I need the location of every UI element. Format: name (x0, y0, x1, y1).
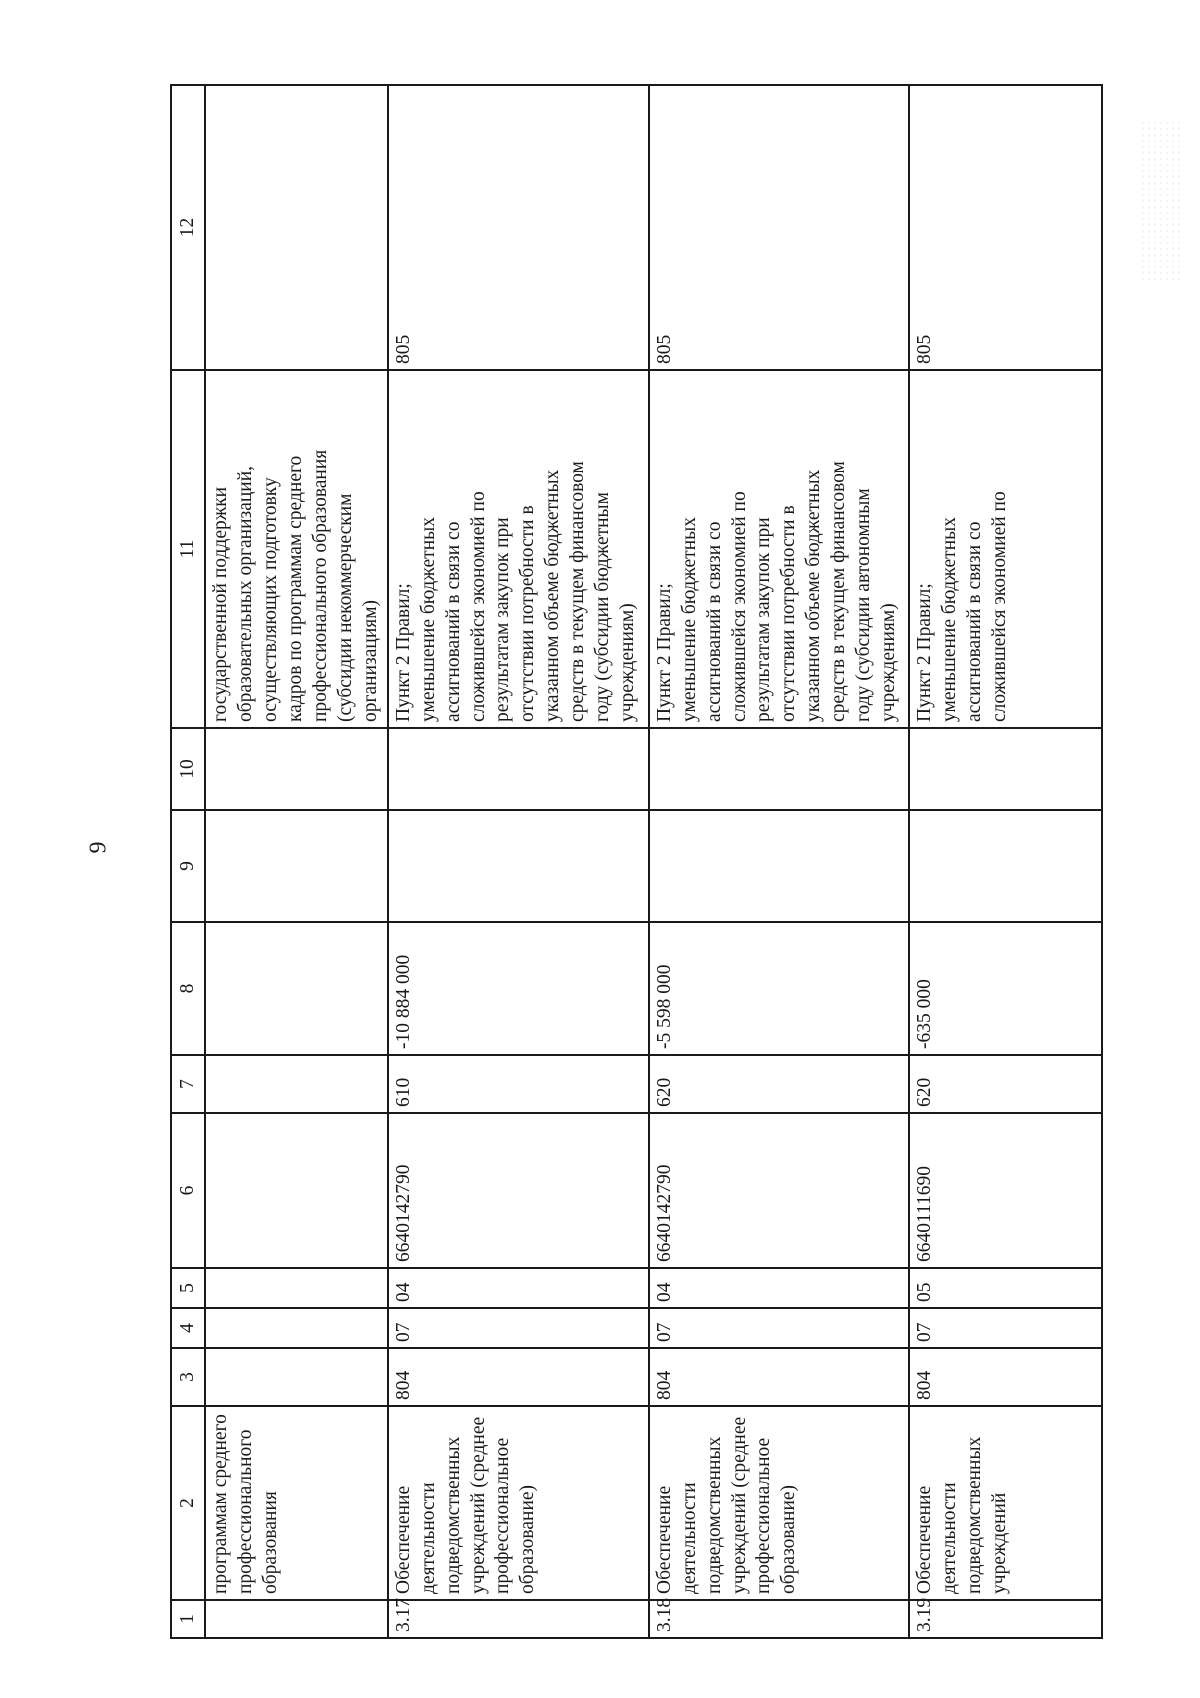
code (205, 85, 388, 370)
amount-next-year (649, 810, 909, 922)
page-number: 9 (85, 841, 112, 854)
code: 805 (388, 85, 649, 370)
amount-current-year (205, 922, 388, 1055)
ministry-code (205, 1348, 388, 1406)
amount-following-year (205, 728, 388, 810)
amount-current-year: -635 000 (909, 922, 1102, 1055)
column-number: 11 (171, 370, 205, 728)
column-number: 1 (171, 1600, 205, 1638)
row-number: 3.18 (649, 1600, 909, 1638)
amount-next-year (205, 810, 388, 922)
column-number: 9 (171, 810, 205, 922)
expense-name: Обеспечение деятельности подведомственных учреждений (среднее профессиональное образование) (649, 1406, 909, 1600)
budget-table (170, 84, 1103, 1639)
expense-type (205, 1055, 388, 1113)
column-number: 5 (171, 1268, 205, 1308)
column-number: 4 (171, 1308, 205, 1348)
section-code: 07 (909, 1308, 1102, 1348)
expense-name: Обеспечение деятельности подведомственных учреждений (909, 1406, 1102, 1600)
justification: Пункт 2 Правил; уменьшение бюджетных ассигнований в связи со сложившейся экономией по результатам закупок при отсутствии потребности в указанном объеме бюджетных средств в текущем финансовом году (субсидии автономным учреждениям) (649, 370, 909, 728)
expense-name: программам среднего профессионального образования (205, 1406, 388, 1600)
column-number: 12 (171, 85, 205, 370)
ministry-code: 804 (649, 1348, 909, 1406)
target-article: 6640142790 (388, 1113, 649, 1268)
column-number: 10 (171, 728, 205, 810)
justification: государственной поддержки образовательных организаций, осуществляющих подготовку кадров по программам среднего профессионального образования (субсидии некоммерческим организациям) (205, 370, 388, 728)
column-number-row (171, 85, 205, 1638)
expense-type: 620 (909, 1055, 1102, 1113)
expense-type: 610 (388, 1055, 649, 1113)
row-number: 3.17 (388, 1600, 649, 1638)
expense-type: 620 (649, 1055, 909, 1113)
scan-artifact (1140, 120, 1180, 280)
column-number: 3 (171, 1348, 205, 1406)
target-article: 6640142790 (649, 1113, 909, 1268)
amount-following-year (909, 728, 1102, 810)
code: 805 (909, 85, 1102, 370)
amount-current-year: -10 884 000 (388, 922, 649, 1055)
subsection-code (205, 1268, 388, 1308)
amount-following-year (388, 728, 649, 810)
target-article: 6640111690 (909, 1113, 1102, 1268)
row-number (205, 1600, 388, 1638)
code: 805 (649, 85, 909, 370)
budget-table-container (170, 86, 1103, 1639)
table-row (205, 85, 388, 1638)
section-code: 07 (649, 1308, 909, 1348)
subsection-code: 05 (909, 1268, 1102, 1308)
subsection-code: 04 (649, 1268, 909, 1308)
justification: Пункт 2 Правил; уменьшение бюджетных ассигнований в связи со сложившейся экономией по (909, 370, 1102, 728)
table-row (909, 85, 1102, 1638)
ministry-code: 804 (909, 1348, 1102, 1406)
section-code (205, 1308, 388, 1348)
target-article (205, 1113, 388, 1268)
expense-name: Обеспечение деятельности подведомственных учреждений (среднее профессиональное образование) (388, 1406, 649, 1600)
subsection-code: 04 (388, 1268, 649, 1308)
amount-following-year (649, 728, 909, 810)
column-number: 2 (171, 1406, 205, 1600)
column-number: 7 (171, 1055, 205, 1113)
table-row (388, 85, 649, 1638)
amount-current-year: -5 598 000 (649, 922, 909, 1055)
section-code: 07 (388, 1308, 649, 1348)
amount-next-year (388, 810, 649, 922)
ministry-code: 804 (388, 1348, 649, 1406)
amount-next-year (909, 810, 1102, 922)
table-row (649, 85, 909, 1638)
row-number: 3.19 (909, 1600, 1102, 1638)
justification: Пункт 2 Правил; уменьшение бюджетных ассигнований в связи со сложившейся экономией по результатам закупок при отсутствии потребности в указанном объеме бюджетных средств в текущем финансовом году (субсидии бюджетным учреждениям) (388, 370, 649, 728)
column-number: 6 (171, 1113, 205, 1268)
column-number: 8 (171, 922, 205, 1055)
